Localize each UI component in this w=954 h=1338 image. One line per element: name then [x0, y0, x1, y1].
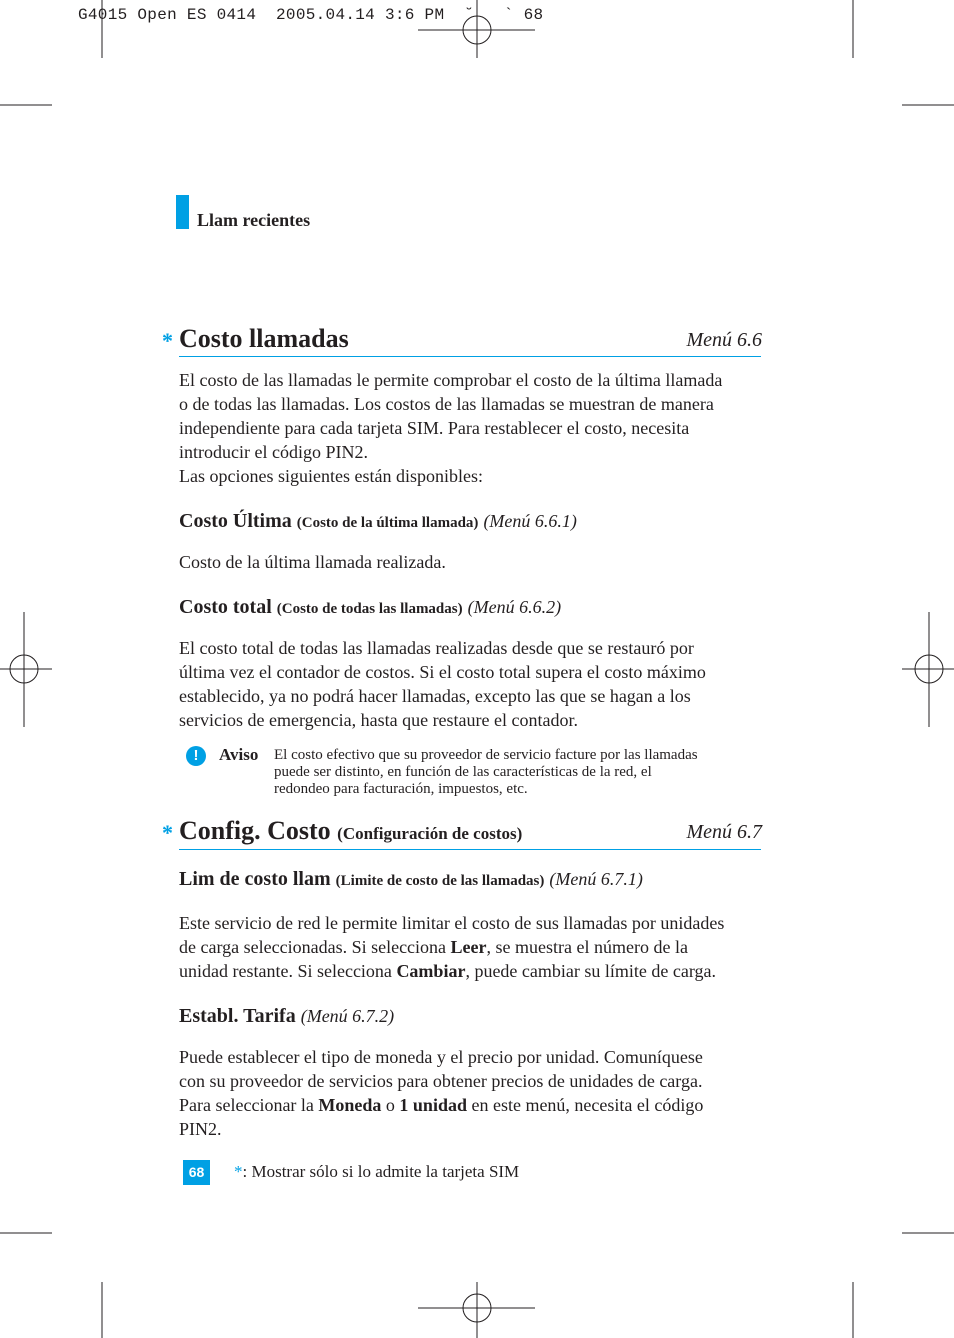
text-line: redondeo para facturación, impuestos, etc. [274, 781, 528, 797]
text-line: Para seleccionar la Moneda o 1 unidad en este menú, necesita el código [179, 1095, 704, 1115]
section-tab-label: Llam recientes [197, 210, 311, 230]
text-line: Este servicio de red le permite limitar el costo de sus llamadas por unidades [179, 913, 725, 933]
subsection-heading-costo-ultima [179, 510, 577, 533]
text-line: Las opciones siguientes están disponibles: [179, 466, 483, 486]
subsection-text [179, 1045, 769, 1141]
subsection-heading-costo-total [179, 596, 561, 619]
text-line: puede ser distinto, en función de las características de la red, el [274, 764, 652, 780]
subsection-menu-ref: (Menú 6.6.1) [483, 511, 577, 531]
footnote [234, 1162, 519, 1182]
section-title [179, 816, 522, 846]
text-line: PIN2. [179, 1119, 222, 1139]
section-heading-config-costo [162, 816, 762, 848]
footnote-text: : Mostrar sólo si lo admite la tarjeta SIM [242, 1162, 520, 1181]
print-header: G4015 Open ES 0414 2005.04.14 3:6 PM ˘ ` 68 [78, 6, 544, 24]
subsection-heading-lim-costo [179, 868, 643, 891]
option-leer: Leer [450, 937, 487, 957]
text-line: servicios de emergencia, hasta que restaure el contador. [179, 710, 578, 730]
subsection-menu-ref: (Menú 6.6.2) [467, 597, 562, 617]
text-line: con su proveedor de servicios para obtener precios de unidades de carga. [179, 1071, 703, 1091]
subsection-title: Costo total [179, 596, 272, 618]
subsection-text [179, 911, 769, 983]
option-1-unidad: 1 unidad [399, 1095, 467, 1115]
notice-text [274, 747, 764, 798]
asterisk-icon: * [234, 1162, 243, 1181]
option-moneda: Moneda [318, 1095, 382, 1115]
section-rule [179, 849, 761, 850]
text-line: El costo efectivo que su proveedor de servicio facture por las llamadas [274, 747, 698, 763]
section-rule [179, 356, 761, 357]
text-line: El costo total de todas las llamadas realizadas desde que se restauró por [179, 638, 694, 658]
section-menu-ref: Menú 6.6 [686, 329, 762, 351]
section-title: Costo llamadas [179, 324, 349, 353]
text-line: Puede establecer el tipo de moneda y el precio por unidad. Comuníquese [179, 1047, 703, 1067]
section-title-paren: (Configuración de costos) [337, 824, 523, 843]
warning-icon: ! [186, 746, 206, 766]
option-cambiar: Cambiar [396, 961, 466, 981]
text-line: o de todas las llamadas. Los costos de las llamadas se muestran de manera [179, 394, 714, 414]
section-heading-costo-llamadas [162, 324, 762, 356]
subsection-title: Establ. Tarifa [179, 1005, 296, 1027]
subsection-paren: (Costo de la última llamada) [296, 515, 479, 531]
text-line: introducir el código PIN2. [179, 442, 368, 462]
subsection-text [179, 550, 769, 574]
subsection-paren: (Limite de costo de las llamadas) [335, 873, 545, 889]
subsection-title: Lim de costo llam [179, 868, 331, 890]
subsection-menu-ref: (Menú 6.7.1) [549, 869, 643, 889]
notice-label: Aviso [219, 745, 259, 764]
subsection-menu-ref: (Menú 6.7.2) [300, 1006, 395, 1026]
subsection-text [179, 636, 769, 732]
asterisk-icon: * [162, 820, 173, 845]
text-line: de carga seleccionadas. Si selecciona Leer, se muestra el número de la [179, 937, 688, 957]
text-line: independiente para cada tarjeta SIM. Para restablecer el costo, necesita [179, 418, 690, 438]
section-intro [179, 368, 769, 488]
subsection-paren: (Costo de todas las llamadas) [276, 601, 463, 617]
subsection-title: Costo Última [179, 510, 292, 532]
section-title-main: Config. Costo [179, 816, 331, 845]
section-tab-marker [176, 195, 189, 229]
text-line: última vez el contador de costos. Si el costo total supera el costo máximo [179, 662, 706, 682]
section-menu-ref: Menú 6.7 [686, 821, 762, 843]
asterisk-icon: * [162, 328, 173, 353]
text-line: Costo de la última llamada realizada. [179, 552, 446, 572]
text-line: El costo de las llamadas le permite comprobar el costo de la última llamada [179, 370, 723, 390]
subsection-heading-establ-tarifa [179, 1005, 394, 1028]
page-number: 68 [183, 1160, 210, 1185]
text-line: unidad restante. Si selecciona Cambiar, puede cambiar su límite de carga. [179, 961, 717, 981]
text-line: establecido, ya no podrá hacer llamadas, excepto las que se hagan a los [179, 686, 691, 706]
